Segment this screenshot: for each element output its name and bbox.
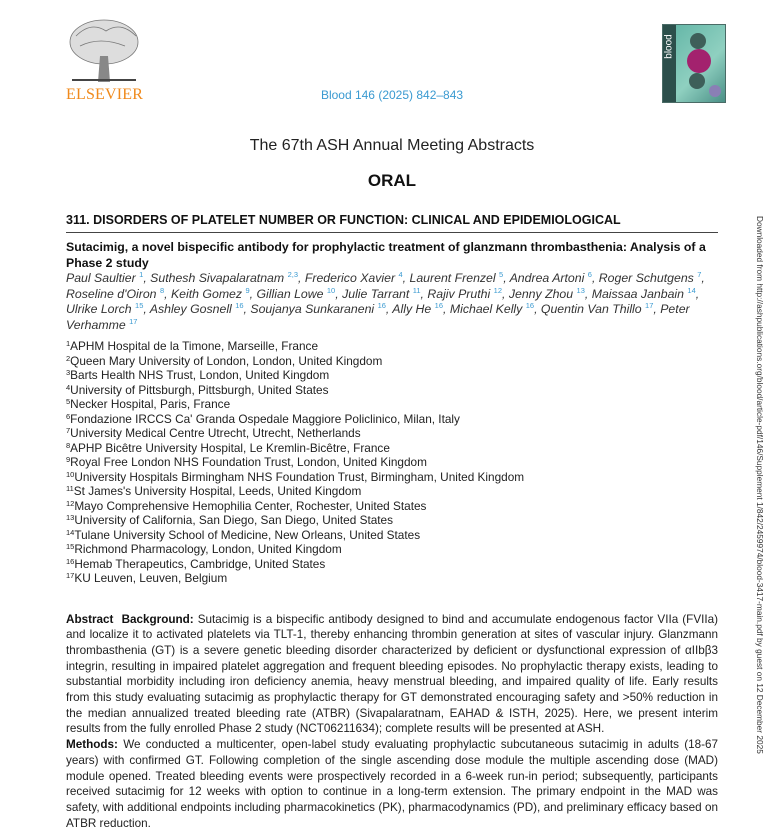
author-name[interactable]: Ally He [392, 302, 434, 316]
author-name[interactable]: Roger Schutgens [599, 271, 697, 285]
affiliation-ref[interactable]: 6 [588, 270, 592, 279]
download-notice: Downloaded from http://ashpublications.org/blood/article-pdf/146/Supplement 1/842/2459974/blood-3417-main.pdf by guest on 12 December 2025 [755, 216, 765, 754]
article-title: Sutacimig, a novel bispecific antibody for prophylactic treatment of glanzmann thrombasthenia: Analysis of a Phase 2 study [66, 239, 718, 271]
affiliation-ref[interactable]: 4 [398, 270, 402, 279]
affiliation-item [66, 412, 718, 427]
background-label: Background: [122, 613, 194, 626]
author-name[interactable]: Peter Verhamme [66, 302, 690, 332]
affiliation-number: 12 [66, 499, 74, 508]
affiliation-number: 14 [66, 528, 74, 537]
affiliation-ref[interactable]: 11 [413, 286, 421, 295]
affiliation-text: Fondazione IRCCS Ca' Granda Ospedale Maggiore Policlinico, Milan, Italy [70, 412, 460, 426]
affiliation-ref[interactable]: 12 [494, 286, 502, 295]
affiliation-text: KU Leuven, Leuven, Belgium [74, 571, 227, 585]
author-name[interactable]: Laurent Frenzel [410, 271, 500, 285]
affiliation-item [66, 441, 718, 456]
affiliation-ref[interactable]: 16 [378, 301, 386, 310]
affiliation-text: St James's University Hospital, Leeds, United Kingdom [74, 484, 361, 498]
author-name[interactable]: Suthesh Sivapalaratnam [150, 271, 287, 285]
author-name[interactable]: Ashley Gosnell [150, 302, 235, 316]
affiliation-ref[interactable]: 16 [526, 301, 534, 310]
background-text: Sutacimig is a bispecific antibody designed to bind and accumulate endogenous factor VIIa (FVIIa) and localize it to activated platelets via TLT-1, thereby enhancing thrombin generation at sites of vascular injury. Glanzmann thrombasthenia (GT) is a severe genetic bleeding disorder characterized by deficient or dysfunctional expression of αIIbβ3 integrin, resulting in impaired platelet aggregation and frequent bleeding episodes. No prophylactic therapy exists, leading to substantial morbidity including iron deficiency anemia, heavy menstrual bleeding, and impaired quality of life. Early results from this study evaluating sutacimig as prophylactic therapy for GT demonstrated encouraging safety and >50% reduction in the median annualized treated bleeding rate (ATBR) (Sivapalaratnam, EAHAD & ISTH, 2025). Here, we present interim results from the fully enrolled Phase 2 study (NCT06211634); complete results will be presented at ASH. [66, 613, 718, 736]
methods-text: We conducted a multicenter, open-label study evaluating prophylactic subcutaneous sutacimig in adults (18-67 years) with confirmed GT. Following completion of the single ascending dose module the multiple ascending dose (MAD) module opened. Treated bleeding events were prospectively recorded in a 6-week run-in period; subsequently, participants received sutacimig for 12 weeks with option to continue in a long-term extension. The primary endpoint in the MAD was safety, with additional endpoints including pharmacokinetics (PK), pharmacodynamics (PD), and preliminary efficacy based on ATBR reduction. [66, 738, 718, 830]
author-list: Paul Saultier $^1$, Suthesh Sivapalaratnam $^{2,3}$, Frederico Xavier $^4$, Laurent Frenzel $^5$, Andrea Artoni $^6$, Roger Schutgens $^7$, Roseline d'Oiron $^8$, Keith Gomez $^9$, Gillian Lowe $^{10}$, Julie Tarrant $^{11}$, Rajiv Pruthi $^{12}$, Jenny Zhou $^{13}$, Maissaa Janbain $^{14}$, Ulrike Lorch $^{15}$, Ashley Gosnell $^{16}$, Soujanya Sunkaraneni $^{16}$, Ally He $^{16}$, Michael Kelly $^{16}$, Quentin Van Thillo $^{17}$, Peter Verhamme $^{17}$ [66, 271, 718, 333]
affiliation-number: 5 [66, 397, 70, 406]
affiliation-text: Mayo Comprehensive Hemophilia Center, Rochester, United States [74, 499, 426, 513]
author-name[interactable]: Keith Gomez [171, 287, 246, 301]
author-name[interactable]: Rajiv Pruthi [427, 287, 493, 301]
affiliation-text: Necker Hospital, Paris, France [70, 397, 230, 411]
affiliation-ref[interactable]: 17 [645, 301, 653, 310]
affiliation-text: University Hospitals Birmingham NHS Foundation Trust, Birmingham, United Kingdom [74, 470, 524, 484]
cover-title: blood [664, 34, 675, 58]
affiliation-item [66, 455, 718, 470]
affiliation-text: APHM Hospital de la Timone, Marseille, France [70, 339, 318, 353]
affiliation-number: 17 [66, 571, 74, 580]
elsevier-wordmark: ELSEVIER [66, 86, 142, 104]
affiliation-ref[interactable]: 5 [499, 270, 503, 279]
cell-shape [690, 33, 706, 49]
affiliation-item [66, 513, 718, 528]
author-name[interactable]: Roseline d'Oiron [66, 287, 160, 301]
affiliation-ref[interactable]: 2,3 [288, 270, 298, 279]
affiliation-text: University of California, San Diego, San Diego, United States [74, 513, 393, 527]
affiliation-number: 13 [66, 513, 74, 522]
affiliation-ref[interactable]: 14 [687, 286, 695, 295]
affiliation-item [66, 542, 718, 557]
author-name[interactable]: Michael Kelly [450, 302, 526, 316]
affiliation-ref[interactable]: 15 [135, 301, 143, 310]
author-name[interactable]: Gillian Lowe [256, 287, 326, 301]
affiliation-number: 15 [66, 542, 74, 551]
affiliation-text: Barts Health NHS Trust, London, United Kingdom [70, 368, 329, 382]
affiliation-ref[interactable]: 8 [160, 286, 164, 295]
affiliation-text: University of Pittsburgh, Pittsburgh, United States [70, 383, 328, 397]
author-name[interactable]: Andrea Artoni [510, 271, 588, 285]
section-heading: 311. DISORDERS OF PLATELET NUMBER OR FUNCTION: CLINICAL AND EPIDEMIOLOGICAL [66, 213, 718, 233]
affiliation-text: APHP Bicêtre University Hospital, Le Kremlin-Bicêtre, France [70, 441, 390, 455]
affiliation-number: 4 [66, 383, 70, 392]
cell-shape [689, 73, 705, 89]
affiliation-item [66, 571, 718, 586]
abstract-label: Abstract [66, 613, 113, 626]
author-name[interactable]: Paul Saultier [66, 271, 139, 285]
affiliation-number: 1 [66, 339, 70, 348]
affiliation-item [66, 528, 718, 543]
affiliation-number: 9 [66, 455, 70, 464]
affiliation-ref[interactable]: 10 [327, 286, 335, 295]
meeting-title: The 67th ASH Annual Meeting Abstracts [66, 136, 718, 156]
affiliation-number: 16 [66, 557, 74, 566]
affiliation-item [66, 368, 718, 383]
author-name[interactable]: Maissaa Janbain [592, 287, 688, 301]
affiliation-text: Hemab Therapeutics, Cambridge, United States [74, 557, 325, 571]
abstract [66, 612, 718, 831]
citation-link[interactable]: Blood 146 (2025) 842–843 [321, 88, 463, 102]
cell-shape [709, 85, 721, 97]
author-name[interactable]: Julie Tarrant [342, 287, 413, 301]
affiliation-number: 11 [66, 484, 74, 493]
affiliation-number: 10 [66, 470, 74, 479]
affiliation-ref[interactable]: 1 [139, 270, 143, 279]
journal-cover-image[interactable] [662, 24, 726, 103]
affiliation-number: 7 [66, 426, 70, 435]
session-type: ORAL [66, 171, 718, 191]
author-name[interactable]: Quentin Van Thillo [541, 302, 645, 316]
affiliation-item [66, 557, 718, 572]
cell-shape [687, 49, 711, 73]
affiliation-number: 8 [66, 441, 70, 450]
affiliation-number: 6 [66, 412, 70, 421]
affiliation-item [66, 499, 718, 514]
elsevier-tree-icon [66, 16, 142, 86]
affiliation-item [66, 426, 718, 441]
affiliation-number: 3 [66, 368, 70, 377]
affiliation-text: University Medical Centre Utrecht, Utrecht, Netherlands [70, 426, 360, 440]
affiliation-text: Tulane University School of Medicine, New Orleans, United States [74, 528, 420, 542]
affiliation-text: Royal Free London NHS Foundation Trust, London, United Kingdom [70, 455, 427, 469]
affiliation-item [66, 339, 718, 354]
affiliation-item [66, 484, 718, 499]
affiliation-ref[interactable]: 16 [235, 301, 243, 310]
author-name[interactable]: Soujanya Sunkaraneni [250, 302, 377, 316]
affiliation-list [66, 339, 718, 586]
affiliation-text: Queen Mary University of London, London, United Kingdom [70, 354, 382, 368]
author-name[interactable]: Frederico Xavier [305, 271, 399, 285]
article-body [66, 136, 718, 831]
affiliation-item [66, 397, 718, 412]
affiliation-text: Richmond Pharmacology, London, United Kingdom [74, 542, 341, 556]
affiliation-item [66, 470, 718, 485]
affiliation-ref[interactable]: 9 [245, 286, 249, 295]
author-name[interactable]: Ulrike Lorch [66, 302, 135, 316]
author-name[interactable]: Jenny Zhou [509, 287, 577, 301]
affiliation-number: 2 [66, 354, 70, 363]
affiliation-ref[interactable]: 13 [577, 286, 585, 295]
affiliation-item [66, 354, 718, 369]
methods-label: Methods: [66, 738, 118, 751]
affiliation-ref[interactable]: 17 [129, 317, 137, 326]
affiliation-item [66, 383, 718, 398]
affiliation-ref[interactable]: 16 [435, 301, 443, 310]
affiliation-ref[interactable]: 7 [697, 270, 701, 279]
